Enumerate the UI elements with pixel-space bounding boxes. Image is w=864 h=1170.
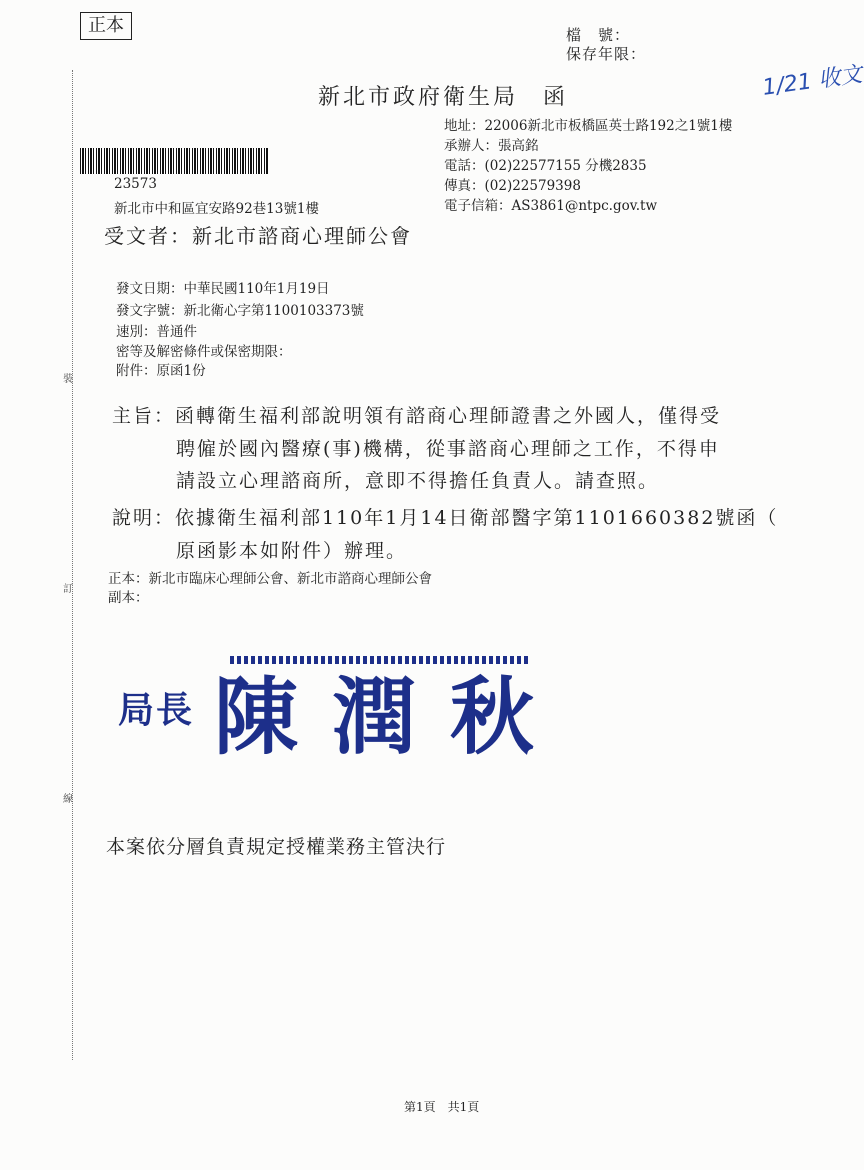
secrecy-level: 密等及解密條件或保密期限：: [116, 344, 292, 360]
recipient: 受文者：新北市諮商心理師公會: [104, 224, 412, 248]
binding-mark-staple: 訂: [63, 584, 73, 595]
document-number: 發文字號：新北衛心字第1100103373號: [116, 303, 364, 319]
sender-handler: 承辦人：張高銘: [444, 138, 539, 154]
retention-period-label: 保存年限：: [566, 45, 647, 63]
recipient-zip: 23573: [114, 176, 157, 192]
sender-fax: 傳真：(02)22579398: [444, 178, 581, 194]
binding-mark-bind: 裝: [63, 374, 73, 385]
explanation-line-1: 說明：依據衛生福利部110年1月14日衛部醫字第1101660382號函（: [112, 507, 779, 529]
original-recipients: 正本：新北市臨床心理師公會、新北市諮商心理師公會: [108, 571, 432, 587]
subject-line-2: 聘僱於國內醫療(事)機構，從事諮商心理師之工作，不得申: [176, 438, 720, 460]
original-copy-seal: 正本: [80, 12, 132, 40]
document-title: 新北市政府衛生局 函: [318, 85, 569, 110]
page-indicator: 第1頁 共1頁: [404, 1100, 480, 1114]
carbon-copy: 副本：: [108, 590, 149, 606]
director-title-stamp: 局長: [118, 689, 195, 731]
file-number-label: 檔 號：: [566, 26, 631, 44]
sender-phone: 電話：(02)22577155 分機2835: [444, 158, 647, 174]
handwritten-receipt-note: 1/21 收文: [761, 62, 864, 101]
director-name-stamp: 陳潤秋: [214, 667, 569, 766]
issue-date: 發文日期：中華民國110年1月19日: [116, 281, 330, 297]
binding-line: [72, 70, 73, 1060]
attachment: 附件：原函1份: [116, 363, 206, 379]
sender-address: 地址：22006新北市板橋區英士路192之1號1樓: [444, 118, 733, 134]
explanation-line-2: 原函影本如附件）辦理。: [176, 540, 408, 562]
delivery-speed: 速別：普通件: [116, 324, 197, 340]
recipient-street: 新北市中和區宜安路92巷13號1樓: [114, 201, 319, 217]
barcode: [80, 148, 268, 174]
binding-mark-line: 線: [63, 794, 73, 805]
sender-email: 電子信箱：AS3861@ntpc.gov.tw: [444, 198, 658, 214]
subject-line-3: 請設立心理諮商所，意即不得擔任負責人。請查照。: [176, 470, 660, 492]
authorization-note: 本案依分層負責規定授權業務主管決行: [106, 836, 447, 858]
subject-line-1: 主旨：函轉衛生福利部說明領有諮商心理師證書之外國人，僅得受: [112, 405, 722, 427]
